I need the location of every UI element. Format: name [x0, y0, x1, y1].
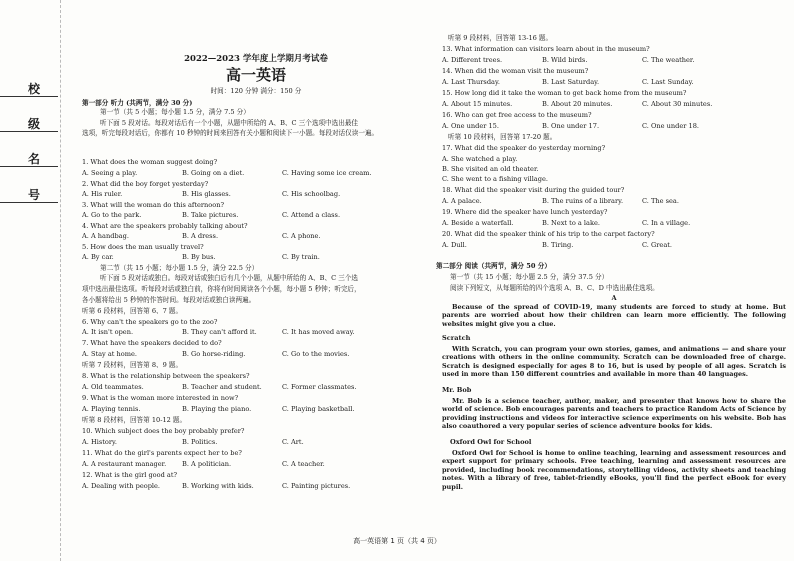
- option: A. A handbag.: [82, 232, 129, 240]
- option: C. Playing basketball.: [282, 405, 355, 413]
- website-title: Oxford Owl for School: [450, 438, 532, 446]
- exam-title: 2022—2023 学年度上学期月考试卷: [184, 54, 328, 64]
- option: C. A phone.: [282, 232, 321, 240]
- question: 11. What do the girl's parents expect her to be?: [82, 449, 242, 457]
- option: A. Seeing a play.: [82, 169, 138, 177]
- option: B. Take pictures.: [182, 211, 239, 219]
- option: C. She went to a fishing village.: [442, 175, 548, 183]
- option: B. Working with kids.: [182, 482, 254, 490]
- option: C. The sea.: [642, 197, 679, 205]
- option: A. Different trees.: [442, 56, 503, 64]
- listening-prompt: 听第 6 段材料，回答第 6、7 题。: [82, 307, 183, 315]
- section-heading: 第二节（共 15 小题；每小题 1.5 分，满分 22.5 分）: [100, 264, 259, 272]
- option: B. Tiring.: [542, 241, 574, 249]
- part-heading: 第二部分 阅读（共两节，满分 50 分）: [436, 262, 551, 270]
- question: 5. How does the man usually travel?: [82, 243, 204, 251]
- question: 6. Why can't the speakers go to the zoo?: [82, 318, 218, 326]
- option: B. By bus.: [182, 253, 216, 261]
- option: C. Having some ice cream.: [282, 169, 372, 177]
- question: 15. How long did it take the woman to get back home from the museum?: [442, 89, 687, 97]
- listening-prompt: 听第 9 段材料，回答第 13-16 题。: [448, 34, 553, 42]
- instruction-line: 听下面 5 段对话或独白。每段对话或独白后有几个小题，从题中所给的 A、B、C 三个选: [100, 274, 359, 282]
- subject-title: 高一英语: [225, 66, 286, 84]
- option: A. A palace.: [442, 197, 482, 205]
- listening-prompt: 听第 8 段材料，回答第 10-12 题。: [82, 416, 187, 424]
- option: C. A teacher.: [282, 460, 325, 468]
- question: 16. Who can get free access to the museum?: [442, 111, 592, 119]
- option: A. By car.: [82, 253, 114, 261]
- question: 1. What does the woman suggest doing?: [82, 158, 218, 166]
- option: B. His glasses.: [182, 190, 231, 198]
- option: B. About 20 minutes.: [542, 100, 613, 108]
- option: A. It isn't open.: [82, 328, 134, 336]
- option: A. His ruler.: [82, 190, 123, 198]
- section-heading: 第一节（共 15 小题；每小题 2.5 分，满分 37.5 分）: [450, 273, 609, 281]
- side-label-class: 级: [28, 117, 41, 131]
- section-heading: 第一节（共 5 小题；每小题 1.5 分，满分 7.5 分）: [100, 108, 250, 116]
- option: C. His schoolbag.: [282, 190, 341, 198]
- option: C. The weather.: [642, 56, 695, 64]
- side-line: [0, 166, 58, 167]
- passage-intro: Because of the spread of COVID-19, many students are forced to study at home. But parents are worried about how their children can learn more efficiently. The following websites might give you a clue.: [442, 303, 786, 328]
- option: C. One under 18.: [642, 122, 700, 130]
- option: C. In a village.: [642, 219, 691, 227]
- option: A. Old teammates.: [82, 383, 144, 391]
- question: 4. What are the speakers probably talking about?: [82, 222, 248, 230]
- question: 7. What have the speakers decided to do?: [82, 339, 222, 347]
- question: 12. What is the girl good at?: [82, 471, 178, 479]
- part-heading: 第一部分 听力 (共两节，满分 30 分): [82, 99, 193, 107]
- question: 19. Where did the speaker have lunch yesterday?: [442, 208, 608, 216]
- binding-line: [60, 0, 61, 561]
- option: B. She visited an old theater.: [442, 165, 539, 173]
- instruction-line: 项中选出最佳选项。听每段对话或独白前，你将有时间阅读各个小题，每小题 5 秒钟；听完后，: [82, 285, 361, 293]
- option: A. Last Thursday.: [442, 78, 500, 86]
- side-line: [0, 96, 58, 97]
- option: B. One under 17.: [542, 122, 600, 130]
- option: C. Attend a class.: [282, 211, 341, 219]
- listening-prompt: 听第 10 段材料，回答第 17-20 题。: [448, 133, 557, 141]
- option: A. Stay at home.: [82, 350, 138, 358]
- website-title: Scratch: [442, 334, 471, 342]
- option: A. History.: [82, 438, 117, 446]
- option: A. One under 15.: [442, 122, 499, 130]
- option: B. A politician.: [182, 460, 232, 468]
- question: 18. What did the speaker visit during the guided tour?: [442, 186, 625, 194]
- option: B. Going on a diet.: [182, 169, 245, 177]
- passage-letter: A: [611, 294, 617, 302]
- option: A. A restaurant manager.: [82, 460, 167, 468]
- option: C. It has moved away.: [282, 328, 355, 336]
- question: 2. What did the boy forget yesterday?: [82, 180, 209, 188]
- option: B. They can't afford it.: [182, 328, 257, 336]
- side-label-name: 名: [28, 152, 41, 166]
- passage-paragraph: Mr. Bob is a science teacher, author, maker, and presenter that knows how to share the world of science. Bob encourages parents and teachers to practice Random Acts of Science by providing instructions and videos for interactive science experiments on his website. Bob has also coauthored a very popular series of science adventure books for kids.: [442, 397, 786, 431]
- page-footer: 高一英语第 1 页（共 4 页）: [353, 537, 441, 545]
- listening-prompt: 听第 7 段材料，回答第 8、9 题。: [82, 361, 183, 369]
- question: 17. What did the speaker do yesterday morning?: [442, 144, 606, 152]
- option: B. Next to a lake.: [542, 219, 600, 227]
- option: C. Art.: [282, 438, 304, 446]
- question: 9. What is the woman more interested in now?: [82, 394, 239, 402]
- option: C. About 30 minutes.: [642, 100, 713, 108]
- question: 13. What information can visitors learn about in the museum?: [442, 45, 650, 53]
- option: A. Go to the park.: [82, 211, 142, 219]
- option: A. Playing tennis.: [82, 405, 141, 413]
- question: 14. When did the woman visit the museum?: [442, 67, 589, 75]
- instruction-line: 阅读下列短文，从每题所给的四个选项 A、B、C、D 中选出最佳选项。: [450, 284, 659, 292]
- option: B. Wild birds.: [542, 56, 588, 64]
- option: C. Painting pictures.: [282, 482, 351, 490]
- option: A. About 15 minutes.: [442, 100, 513, 108]
- passage-paragraph: Oxford Owl for School is home to online teaching, learning and assessment resources and expert support for primary schools. Free teaching, learning and assessment resources are provided, including book recommendations, storytelling videos, activity sheets and teaching notes. With a library of free, tablet-friendly eBooks, you'll find the perfect eBook for every pupil.: [442, 449, 786, 491]
- option: C. By train.: [282, 253, 320, 261]
- binding-strip: [0, 60, 58, 230]
- option: B. Last Saturday.: [542, 78, 600, 86]
- option: A. Dull.: [442, 241, 467, 249]
- instruction-line: 选项，听完每段对话后，你都有 10 秒钟的时间来回答有关小题和阅读下一小题。每段对话仅读一遍。: [82, 129, 379, 137]
- option: B. Politics.: [182, 438, 218, 446]
- time-info: 时间：120 分钟 满分：150 分: [210, 87, 302, 95]
- question: 20. What did the speaker think of his trip to the carpet factory?: [442, 230, 655, 238]
- option: B. Playing the piano.: [182, 405, 252, 413]
- passage-paragraph: With Scratch, you can program your own stories, games, and animations — and share your creations with others in the online community. Scratch can be downloaded free of charge. Scratch is designed especially for ages 8 to 16, but is used by people of all ages. Scratch is used in more than 150 different countries and available in more than 40 languages.: [442, 345, 786, 379]
- side-label-school: 校: [28, 82, 41, 96]
- option: B. A dress.: [182, 232, 219, 240]
- instruction-line: 听下面 5 段对话。每段对话后有一个小题，从题中所给的 A、B、C 三个选项中选出最佳: [100, 119, 359, 127]
- option: B. Teacher and student.: [182, 383, 262, 391]
- option: A. Beside a waterfall.: [442, 219, 514, 227]
- option: C. Last Sunday.: [642, 78, 694, 86]
- option: A. She watched a play.: [442, 155, 518, 163]
- option: B. The ruins of a library.: [542, 197, 624, 205]
- instruction-line: 各小题将给出 5 秒钟的作答时间。每段对话或独白读两遍。: [82, 296, 256, 304]
- option: C. Great.: [642, 241, 673, 249]
- side-line: [0, 131, 58, 132]
- side-label-number: 号: [28, 188, 41, 202]
- side-line: [0, 202, 58, 203]
- question: 8. What is the relationship between the speakers?: [82, 372, 250, 380]
- option: C. Former classmates.: [282, 383, 357, 391]
- question: 10. Which subject does the boy probably prefer?: [82, 427, 245, 435]
- option: C. Go to the movies.: [282, 350, 350, 358]
- option: B. Go horse-riding.: [182, 350, 246, 358]
- question: 3. What will the woman do this afternoon?: [82, 201, 225, 209]
- option: A. Dealing with people.: [82, 482, 161, 490]
- website-title: Mr. Bob: [442, 386, 472, 394]
